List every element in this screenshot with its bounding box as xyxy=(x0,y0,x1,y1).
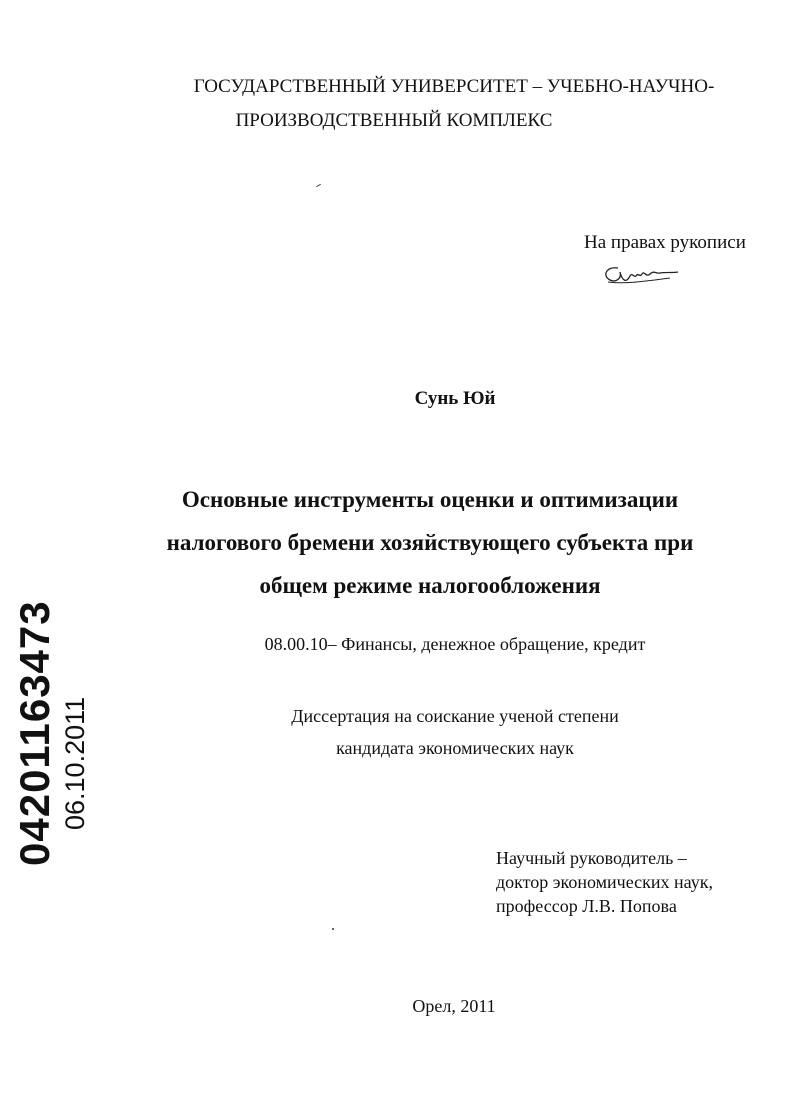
rights-note: На правах рукописи xyxy=(584,232,746,253)
supervisor-block xyxy=(496,846,713,918)
institution-line-2: ПРОИЗВОДСТВЕННЫЙ КОМПЛЕКС xyxy=(235,110,553,131)
scan-speck xyxy=(332,928,334,930)
supervisor-line: профессор Л.В. Попова xyxy=(496,896,677,916)
scan-speck xyxy=(316,184,321,187)
specialty-code: 08.00.10– Финансы, денежное обращение, кредит xyxy=(264,634,646,654)
degree-statement xyxy=(0,700,798,764)
library-stamp-number: 04201163473 xyxy=(11,600,58,866)
city-year: Орел, 2011 xyxy=(412,996,496,1016)
degree-line: кандидата экономических наук xyxy=(336,738,574,758)
title-line: общем режиме налогообложения xyxy=(259,573,601,598)
institution-header xyxy=(0,70,798,138)
supervisor-line: Научный руководитель – xyxy=(496,848,687,868)
title-line: налогового бремени хозяйствующего субъекта при xyxy=(166,530,694,555)
institution-line-1: ГОСУДАРСТВЕННЫЙ УНИВЕРСИТЕТ – УЧЕБНО-НАУЧНО- xyxy=(193,76,715,97)
supervisor-line: доктор экономических наук, xyxy=(496,872,713,892)
author-name: Сунь Юй xyxy=(414,388,496,409)
signature-icon xyxy=(600,262,680,297)
title-line: Основные инструменты оценки и оптимизации xyxy=(181,487,679,512)
library-stamp-date: 06.10.2011 xyxy=(60,696,90,830)
degree-line: Диссертация на соискание ученой степени xyxy=(291,706,619,726)
dissertation-title xyxy=(100,478,760,607)
